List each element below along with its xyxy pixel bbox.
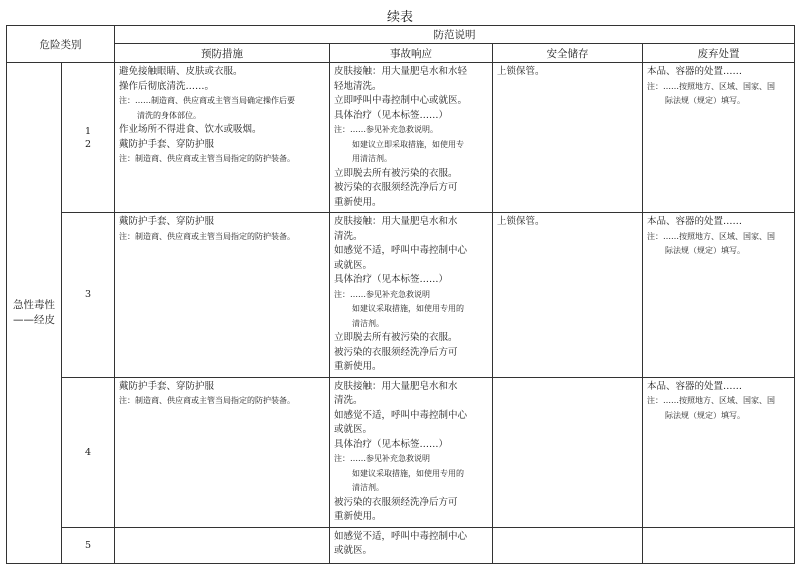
storage-cell: 上锁保管。 xyxy=(493,213,643,378)
header-response: 事故响应 xyxy=(330,44,493,63)
storage-cell xyxy=(493,527,643,563)
prevention-cell xyxy=(115,527,330,563)
response-cell: 皮肤接触：用大量肥皂水和水 清洗。 如感觉不适，呼叫中毒控制中心 或就医。 具体治疗（见本标签……） 注：……参见补充急救说明 如建议采取措施，如使用专用的 清洁剂。 立即脱去所有被污染的衣服。 被污染的衣服须经洗净后方可 重新使用。 xyxy=(330,213,493,378)
header-disposal: 废弃处置 xyxy=(643,44,795,63)
header-storage: 安全储存 xyxy=(493,44,643,63)
disposal-cell: 本品、容器的处置…… 注：……按照地方、区域、国家、国 际法规（规定）填写。 xyxy=(643,63,795,213)
header-prevention: 预防措施 xyxy=(115,44,330,63)
disposal-cell xyxy=(643,527,795,563)
disposal-cell: 本品、容器的处置…… 注：……按照地方、区域、国家、国 际法规（规定）填写。 xyxy=(643,377,795,527)
header-group: 防范说明 xyxy=(115,26,795,44)
header-category: 危险类别 xyxy=(7,26,115,63)
table-caption: 续表 xyxy=(386,10,413,25)
response-cell: 如感觉不适，呼叫中毒控制中心 或就医。 xyxy=(330,527,493,563)
prevention-cell: 戴防护手套、穿防护服 注：制造商、供应商或主管当局指定的防护装备。 xyxy=(115,377,330,527)
category-level-1-2: 1 2 xyxy=(62,63,115,213)
category-label-line1: 急性毒性 xyxy=(13,298,55,311)
category-level-3: 3 xyxy=(62,213,115,378)
disposal-cell: 本品、容器的处置…… 注：……按照地方、区域、国家、国 际法规（规定）填写。 xyxy=(643,213,795,378)
category-level-5: 5 xyxy=(62,527,115,563)
storage-cell xyxy=(493,377,643,527)
category-level-4: 4 xyxy=(62,377,115,527)
prevention-cell: 避免接触眼睛、皮肤或衣服。 操作后彻底清洗……。 注：……制造商、供应商或主管当局确定操作后要 清洗的身体部位。 作业场所不得进食、饮水或吸烟。 戴防护手套、穿防护服 注：制造商、供应商或主管当局指定的防护装备。 xyxy=(115,63,330,213)
storage-cell: 上锁保管。 xyxy=(493,63,643,213)
category-cell xyxy=(7,63,62,564)
prevention-cell: 戴防护手套、穿防护服 注：制造商、供应商或主管当局指定的防护装备。 xyxy=(115,213,330,378)
response-cell: 皮肤接触：用大量肥皂水和水 清洗。 如感觉不适，呼叫中毒控制中心 或就医。 具体治疗（见本标签……） 注：……参见补充急救说明 如建议采取措施，如使用专用的 清洁剂。 被污染的衣服须经洗净后方可 重新使用。 xyxy=(330,377,493,527)
response-cell: 皮肤接触：用大量肥皂水和水轻 轻地清洗。 立即呼叫中毒控制中心或就医。 具体治疗（见本标签……） 注：……参见补充急救说明。 如建议立即采取措施，如使用专 用清洁剂。 立即脱去所有被污染的衣服。 被污染的衣服须经洗净后方可 重新使用。 xyxy=(330,63,493,213)
hazard-table xyxy=(6,25,795,564)
category-label-line2: ——经皮 xyxy=(13,313,55,326)
